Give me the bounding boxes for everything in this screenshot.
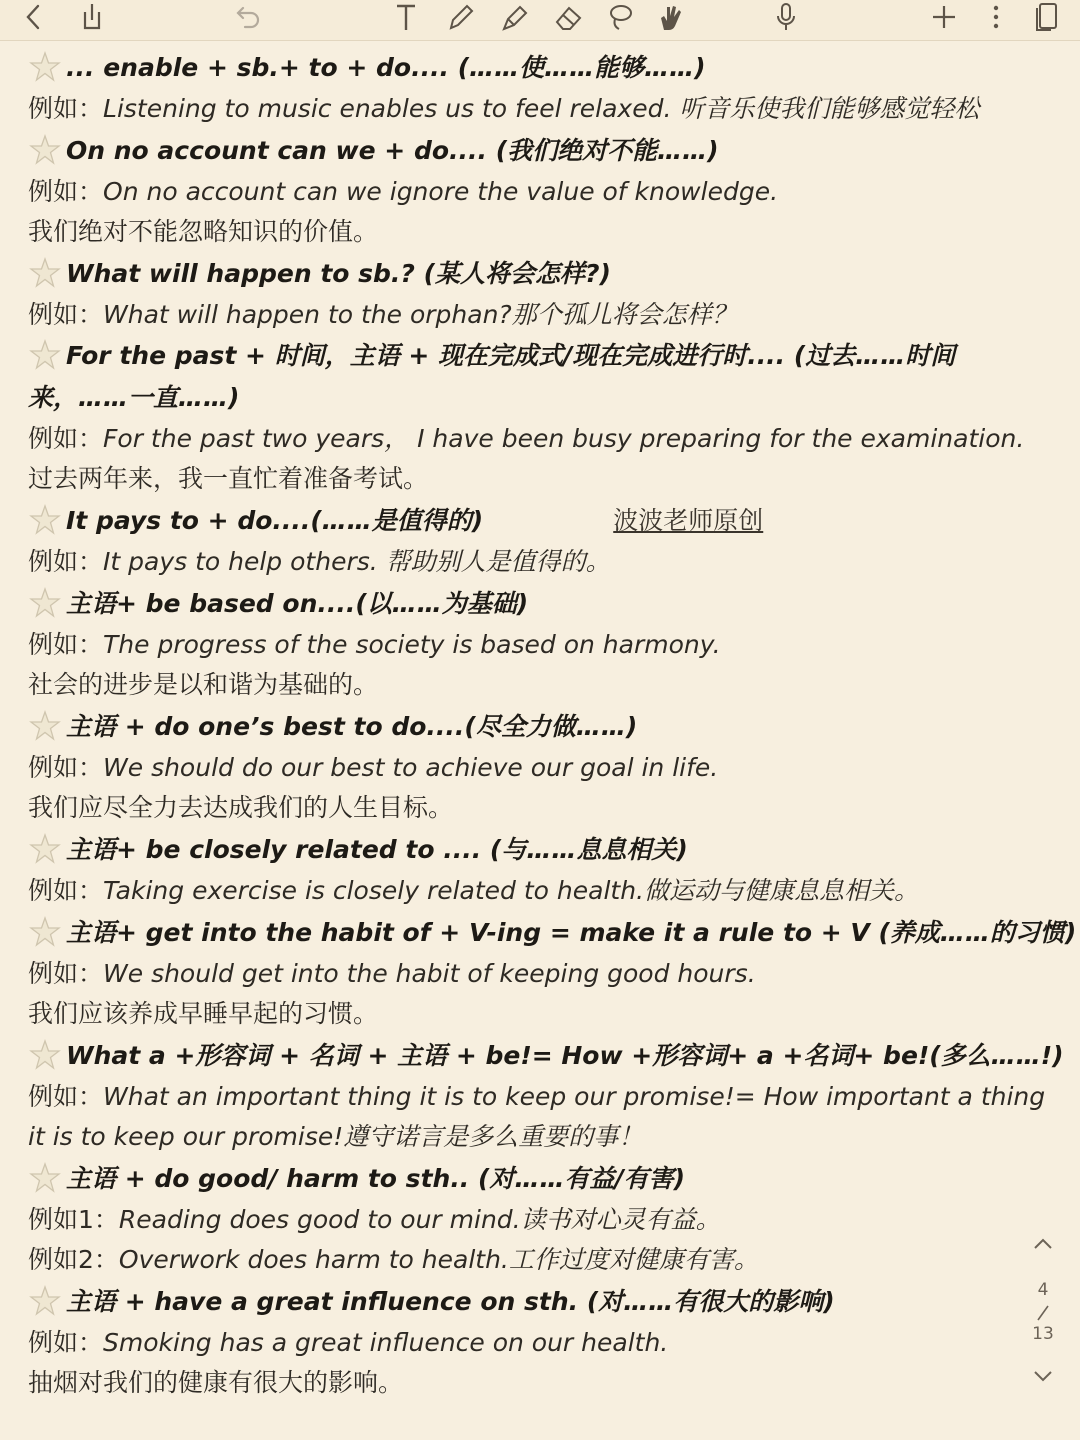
example-continuation: it is to keep our promise!遵守诺言是多么重要的事！ [28, 1122, 644, 1151]
total-pages-number: 13 [1032, 1324, 1054, 1344]
more-icon[interactable] [976, 0, 1016, 34]
chevron-up-icon[interactable] [1030, 1234, 1056, 1254]
entry [28, 46, 1048, 129]
star-sticker-icon [28, 133, 62, 167]
example-line: 例如：We should do our best to achieve our goal in life. [28, 753, 719, 782]
star-sticker-icon [28, 1284, 62, 1318]
pattern-heading: ... enable + sb.+ to + do.... (……使……能够……) [28, 46, 1048, 89]
pattern-heading: It pays to + do....(……是值得的) 波波老师原创 [28, 499, 1048, 542]
entry [28, 252, 1048, 335]
entry [28, 705, 1048, 828]
share-icon[interactable] [72, 0, 112, 34]
author-credit: 波波老师原创 [613, 506, 764, 535]
example-line: 例如2：Overwork does harm to health.工作过度对健康有害。 [28, 1245, 759, 1274]
example-line: 例如：For the past two years， I have been busy preparing for the examination. [28, 424, 1025, 453]
pattern-heading: On no account can we + do.... (我们绝对不能……) [28, 129, 1048, 172]
pattern-heading: For the past + 时间，主语 + 现在完成式/现在完成进行时.... (过去……时间来，……一直……) [28, 335, 1048, 419]
current-page-number: 4 [1037, 1280, 1049, 1300]
star-sticker-icon [28, 1161, 62, 1195]
star-sticker-icon [28, 50, 62, 84]
pen-icon[interactable] [440, 0, 480, 34]
text-tool-icon[interactable] [386, 0, 426, 34]
example-line: 例如：What will happen to the orphan?那个孤儿将会怎样？ [28, 300, 737, 329]
pattern-heading: 主语+ get into the habit of + V-ing = make it a rule to + V (养成……的习惯) [28, 911, 1048, 954]
star-sticker-icon [28, 915, 62, 949]
entry [28, 1280, 1048, 1403]
chevron-down-icon[interactable] [1030, 1366, 1056, 1386]
page-navigator [1018, 1228, 1068, 1398]
star-sticker-icon [28, 832, 62, 866]
translation-line: 我们绝对不能忽略知识的价值。 [28, 217, 379, 246]
lasso-icon[interactable] [600, 0, 640, 34]
page-separator [1036, 1304, 1050, 1322]
star-sticker-icon [28, 338, 62, 372]
back-icon[interactable] [14, 0, 54, 34]
example-line: 例如：The progress of the society is based on harmony. [28, 630, 721, 659]
entry [28, 828, 1048, 911]
example-line: 例如：Taking exercise is closely related to health.做运动与健康息息相关。 [28, 876, 919, 905]
note-page [28, 46, 1077, 1403]
entry [28, 582, 1048, 705]
entry [28, 911, 1077, 1034]
example-line: 例如：We should get into the habit of keeping good hours. [28, 959, 756, 988]
pattern-heading: 主语+ be based on....(以……为基础) [28, 582, 1048, 625]
entry [28, 129, 1048, 252]
translation-line: 过去两年来，我一直忙着准备考试。 [28, 464, 429, 493]
toolbar [0, 0, 1080, 41]
example-line: 例如：Smoking has a great influence on our health. [28, 1328, 669, 1357]
pattern-heading: What will happen to sb.? (某人将会怎样?) [28, 252, 1048, 295]
eraser-icon[interactable] [548, 0, 588, 34]
pattern-heading: 主语+ be closely related to .... (与……息息相关) [28, 828, 1048, 871]
translation-line: 抽烟对我们的健康有很大的影响。 [28, 1368, 404, 1397]
pattern-heading: What a +形容词 + 名词 + 主语 + be!= How +形容词+ a +名词+ be!(多么……!) [28, 1034, 1048, 1077]
microphone-icon[interactable] [766, 0, 806, 34]
star-sticker-icon [28, 256, 62, 290]
star-sticker-icon [28, 503, 62, 537]
star-sticker-icon [28, 709, 62, 743]
example-line: 例如：On no account can we ignore the value of knowledge. [28, 177, 779, 206]
example-line: 例如：Listening to music enables us to feel relaxed. 听音乐使我们能够感觉轻松 [28, 94, 980, 123]
star-sticker-icon [28, 1038, 62, 1072]
entry [28, 1034, 1064, 1157]
star-sticker-icon [28, 586, 62, 620]
entry [28, 1157, 1048, 1280]
entry [28, 499, 1048, 582]
pattern-heading: 主语 + do one’s best to do....(尽全力做……) [28, 705, 1048, 748]
pattern-heading: 主语 + have a great influence on sth. (对……有很大的影响) [28, 1280, 1048, 1323]
pages-icon[interactable] [1026, 0, 1066, 34]
add-icon[interactable] [924, 0, 964, 34]
translation-line: 我们应该养成早睡早起的习惯。 [28, 999, 379, 1028]
example-line: 例如1：Reading does good to our mind.读书对心灵有益。 [28, 1205, 721, 1234]
entry [28, 335, 1048, 499]
undo-icon[interactable] [228, 0, 268, 34]
translation-line: 我们应尽全力去达成我们的人生目标。 [28, 793, 454, 822]
hand-icon[interactable] [650, 0, 690, 34]
example-line: 例如：It pays to help others. 帮助别人是值得的。 [28, 547, 611, 576]
pattern-heading: 主语 + do good/ harm to sth.. (对……有益/有害) [28, 1157, 1048, 1200]
translation-line: 社会的进步是以和谐为基础的。 [28, 670, 379, 699]
example-line: 例如：What an important thing it is to keep our promise!= How important a thing [28, 1082, 1046, 1111]
highlighter-icon[interactable] [494, 0, 534, 34]
